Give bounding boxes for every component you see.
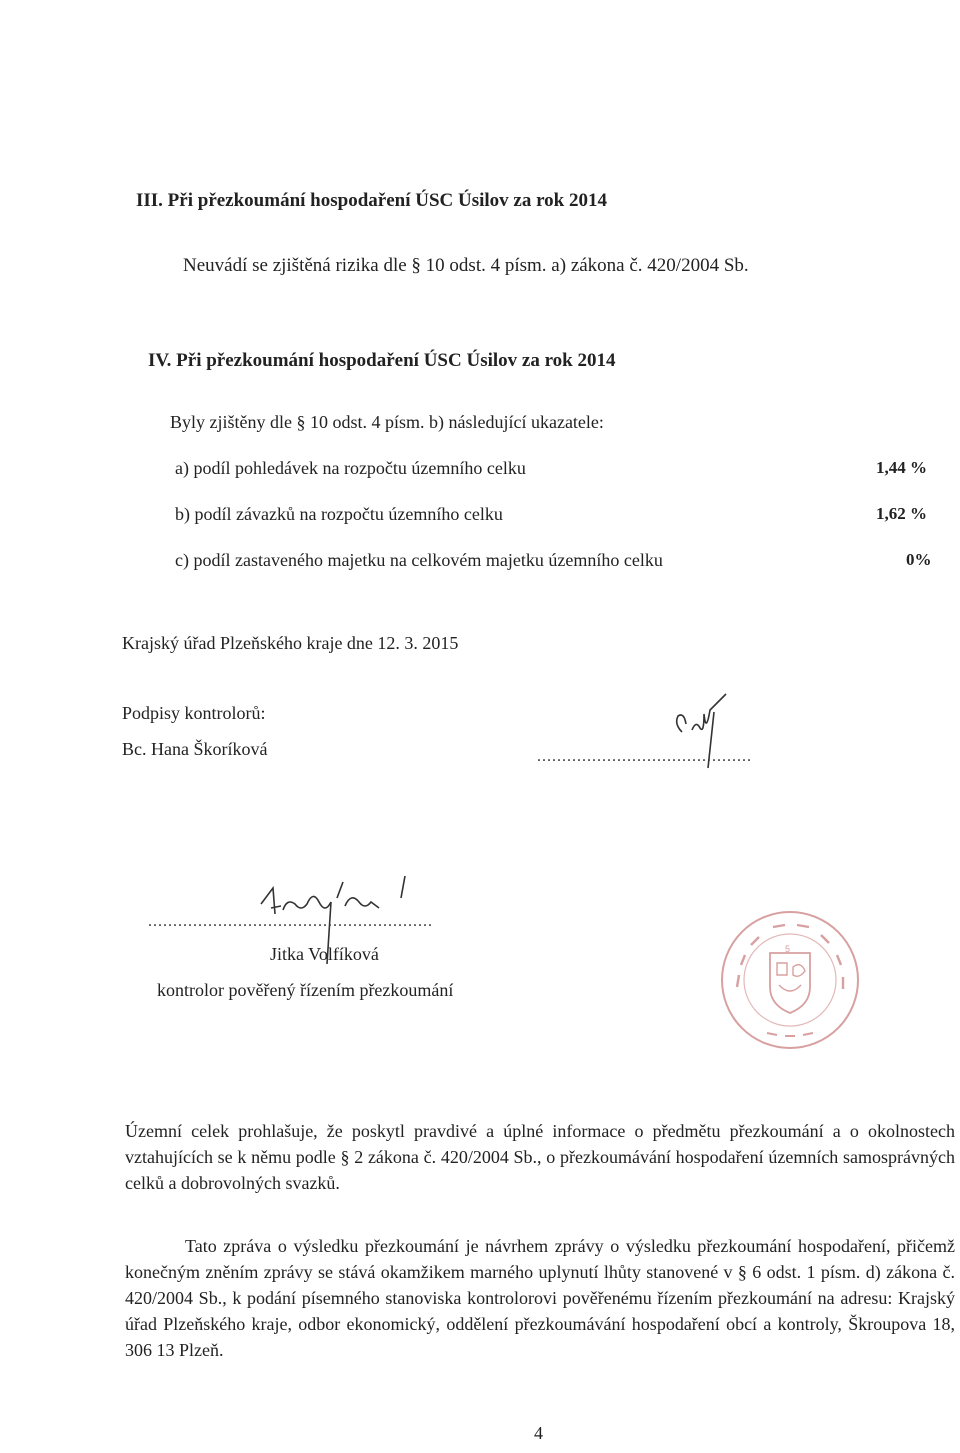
indicator-b-value: 1,62 % xyxy=(876,504,927,523)
section-3-text: Neuvádí se zjištěná rizika dle § 10 odst. 4 písm. a) zákona č. 420/2004 Sb. xyxy=(183,255,749,276)
indicator-b-label: b) podíl závazků na rozpočtu územního celku xyxy=(175,504,503,524)
signatures-heading: Podpisy kontrolorů: xyxy=(122,703,266,723)
indicator-c-label: c) podíl zastaveného majetku na celkovém majetku územního celku xyxy=(175,550,663,570)
section-4-intro: Byly zjištěny dle § 10 odst. 4 písm. b) následující ukazatele: xyxy=(170,412,604,432)
page-number: 4 xyxy=(534,1423,543,1443)
signature-line-1: ........................................... xyxy=(537,748,752,765)
report-status-paragraph: Tato zpráva o výsledku přezkoumání je návrhem zprávy o výsledku přezkoumání hospodaření, přičemž konečným zněním zprávy se stává okamžikem marného uplynutí lhůty stanovené v § 6 odst. 1 písm. d) zákona č. 420/2004 Sb., k podání písemného stanoviska kontrolorovi pověřenému řízením přezkoumání na adresu: Krajský úřad Plzeňského kraje, odbor ekonomický, oddělení přezkoumávání hospodaření obcí a kontroly, Škroupova 18, 306 13 Plzeň. xyxy=(125,1236,955,1360)
indicator-a-label: a) podíl pohledávek na rozpočtu územního celku xyxy=(175,458,526,478)
controller-1-name: Bc. Hana Škoríková xyxy=(122,739,268,759)
section-3-heading: III. Při přezkoumání hospodaření ÚSC Úsilov za rok 2014 xyxy=(136,190,608,211)
official-stamp-seal xyxy=(715,905,865,1055)
section-4-heading: IV. Při přezkoumání hospodaření ÚSC Úsilov za rok 2014 xyxy=(148,350,616,371)
place-date: Krajský úřad Plzeňského kraje dne 12. 3. 2015 xyxy=(122,633,459,653)
handwritten-signature-1 xyxy=(670,690,740,770)
controller-2-role: kontrolor pověřený řízením přezkoumání xyxy=(157,980,454,1000)
indicator-c-value: 0% xyxy=(906,550,932,569)
signature-line-2: ......................................................... xyxy=(148,913,433,930)
declaration-paragraph: Územní celek prohlašuje, že poskytl pravdivé a úplné informace o předmětu přezkoumání a o okolnostech vztahujících se k němu podle § 2 zákona č. 420/2004 Sb., o přezkoumávání hospodaření územních samosprávných celků a dobrovolných svazků. xyxy=(125,1121,955,1193)
indicator-a-value: 1,44 % xyxy=(876,458,927,477)
stamp-number: 5 xyxy=(785,944,791,954)
controller-2-name: Jitka Volfíková xyxy=(270,944,379,964)
